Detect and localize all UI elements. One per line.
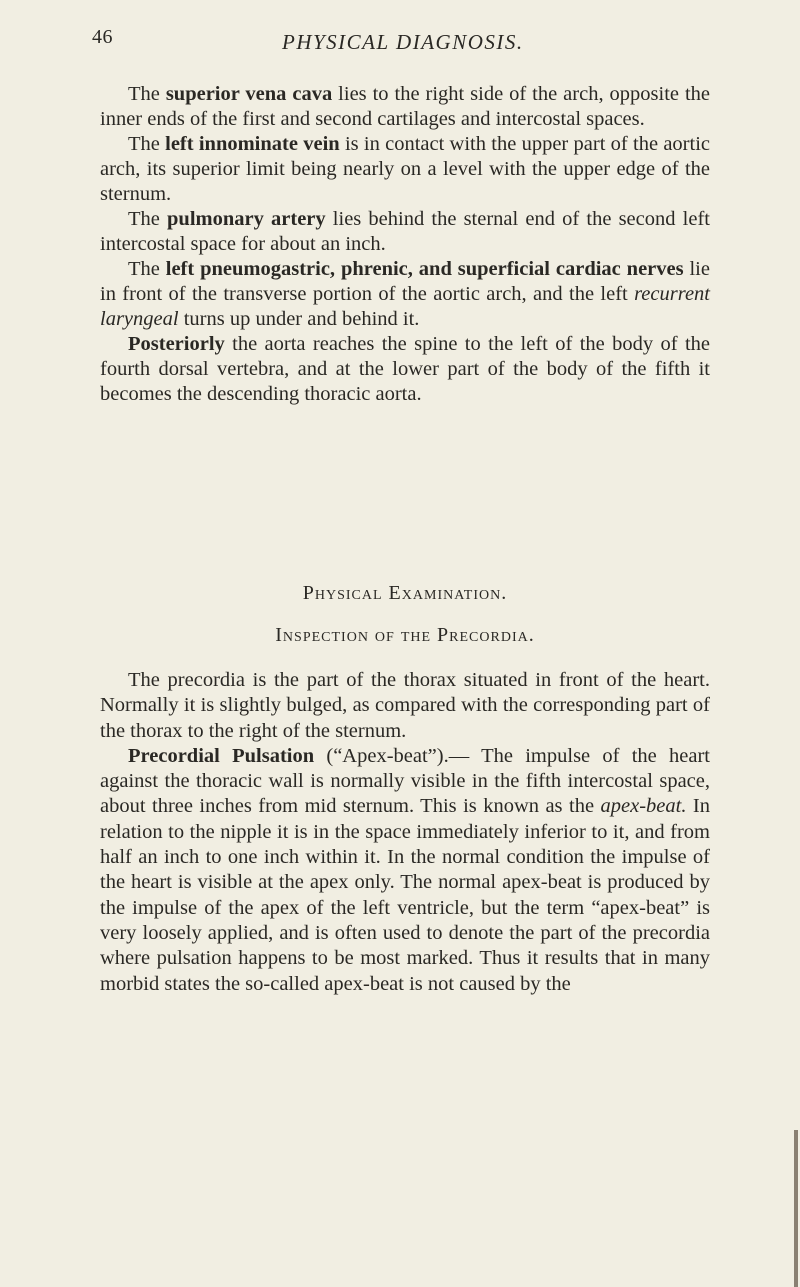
paragraph-precordial-pulsation: Precordial Pulsation (“Apex-beat”).— The impulse of the heart against the thoracic wall is normally visible in the fifth intercostal space, about three inches from mid sternum. This is known as the apex-beat. In relation to the nipple it is in the space immediately inferior to it, and from half an inch to one inch within it. In the normal condition the impulse of the heart is visible at the apex only. The normal apex-beat is produced by the impulse of the apex of the left ventricle, but the term “apex-beat” is very loosely applied, and is often used to denote the part of the precordia where pulsation happens to be most marked. Thus it results that in many morbid states the so-called apex-beat is not caused by the bbox=[100, 744, 710, 995]
term-superior-vena-cava: superior vena cava bbox=[165, 83, 333, 105]
term-recurrent-laryngeal: recurrent laryngeal bbox=[100, 283, 710, 330]
paragraph-posteriorly: Posteriorly the aorta reaches the spine to the left of the body of the fourth dorsal vertebra, and at the lower part of the body of the fifth it becomes the descending thoracic aorta. bbox=[100, 333, 710, 405]
paragraph-precordia: The precordia is the part of the thorax situated in front of the heart. Normally it is slightly bulged, as compared with the corresponding part of the thorax to the right of the sternum. bbox=[100, 669, 710, 742]
running-title: PHYSICAL DIAGNOSIS. bbox=[282, 30, 524, 54]
section-heading: Physical Examination. bbox=[302, 582, 508, 604]
term-precordial-pulsation: Precordial Pulsation bbox=[128, 744, 315, 767]
paragraph-pulmonary-artery: The pulmonary artery lies behind the sternal end of the second left intercostal space for about an inch. bbox=[100, 208, 710, 255]
precordia-paragraphs bbox=[100, 668, 710, 997]
term-left-innominate-vein: left innominate vein bbox=[165, 133, 340, 155]
term-nerves: left pneumogastric, phrenic, and superficial cardiac nerves bbox=[165, 258, 684, 280]
term-apex-beat: apex-beat. bbox=[600, 795, 687, 818]
anatomy-paragraphs bbox=[100, 82, 710, 407]
paragraph-nerves: The left pneumogastric, phrenic, and superficial cardiac nerves lie in front of the transverse portion of the aortic arch, and the left recurrent laryngeal turns up under and behind it. bbox=[100, 258, 710, 330]
page-edge-shadow bbox=[794, 1130, 798, 1287]
subsection-heading: Inspection of the Precordia. bbox=[275, 624, 535, 646]
page-header bbox=[92, 26, 732, 62]
paragraph-left-innominate-vein: The left innominate vein is in contact with the upper part of the aortic arch, its superior limit being nearly on a level with the upper edge of the sternum. bbox=[100, 133, 710, 205]
paragraph-superior-vena-cava: The superior vena cava lies to the right side of the arch, opposite the inner ends of the first and second cartilages and intercostal spaces. bbox=[100, 83, 710, 130]
term-posteriorly: Posteriorly bbox=[128, 333, 225, 355]
term-pulmonary-artery: pulmonary artery bbox=[167, 208, 326, 230]
page-number: 46 bbox=[92, 26, 113, 48]
